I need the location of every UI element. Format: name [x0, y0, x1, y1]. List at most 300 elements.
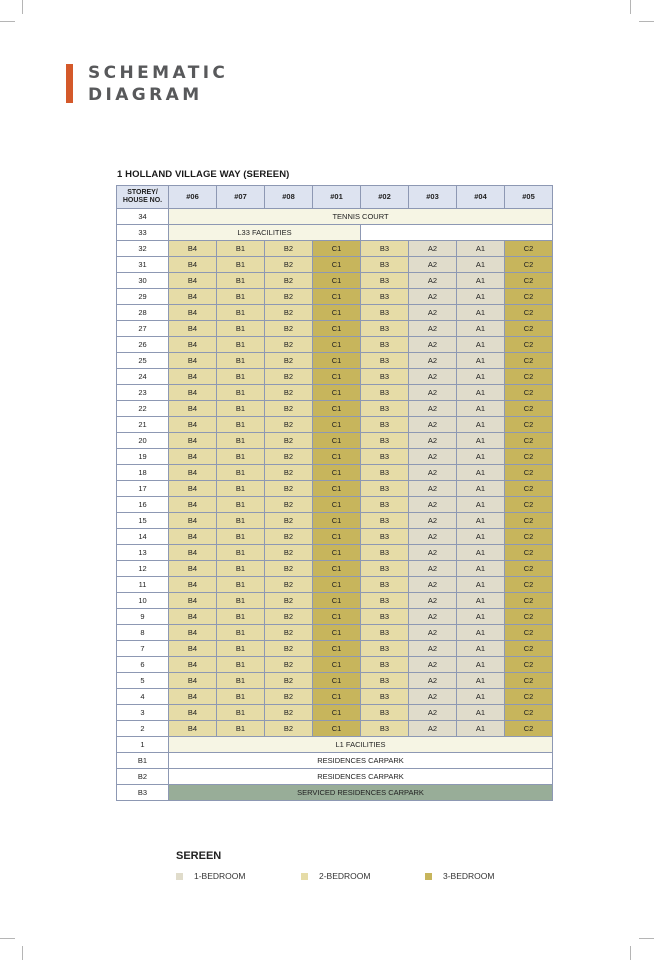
unit-type-cell: B1 — [217, 257, 265, 273]
unit-type-cell: A1 — [457, 449, 505, 465]
unit-type-cell: B2 — [265, 673, 313, 689]
unit-type-cell: B3 — [361, 689, 409, 705]
unit-type-cell: A1 — [457, 609, 505, 625]
table-row — [117, 273, 553, 289]
unit-type-cell: B2 — [265, 465, 313, 481]
storey-label: B3 — [117, 785, 169, 801]
table-row — [117, 737, 553, 753]
unit-type-cell: B2 — [265, 257, 313, 273]
unit-type-cell: B1 — [217, 353, 265, 369]
unit-type-cell: B2 — [265, 241, 313, 257]
unit-type-cell: A1 — [457, 257, 505, 273]
storey-label: 30 — [117, 273, 169, 289]
unit-type-cell: C2 — [505, 241, 553, 257]
unit-type-cell: B1 — [217, 305, 265, 321]
unit-type-cell: B3 — [361, 465, 409, 481]
unit-type-cell: B2 — [265, 497, 313, 513]
storey-label: 32 — [117, 241, 169, 257]
unit-type-cell: C2 — [505, 449, 553, 465]
unit-type-cell: C2 — [505, 673, 553, 689]
storey-label: 3 — [117, 705, 169, 721]
unit-type-cell: B3 — [361, 321, 409, 337]
unit-type-cell: A2 — [409, 257, 457, 273]
unit-type-cell: A2 — [409, 273, 457, 289]
legend-swatch — [301, 873, 308, 880]
table-row — [117, 321, 553, 337]
unit-type-cell: A2 — [409, 241, 457, 257]
unit-type-cell: C1 — [313, 529, 361, 545]
unit-type-cell: B3 — [361, 369, 409, 385]
unit-type-cell: B4 — [169, 705, 217, 721]
crop-mark — [639, 938, 654, 939]
unit-type-cell: C2 — [505, 641, 553, 657]
unit-type-cell: A1 — [457, 401, 505, 417]
table-row — [117, 721, 553, 737]
table-header-row — [117, 186, 553, 209]
unit-type-cell: B1 — [217, 641, 265, 657]
storey-label: 25 — [117, 353, 169, 369]
unit-type-cell: A1 — [457, 577, 505, 593]
unit-type-cell: A2 — [409, 529, 457, 545]
unit-type-cell: A1 — [457, 529, 505, 545]
unit-type-cell: C2 — [505, 657, 553, 673]
unit-type-cell: C2 — [505, 417, 553, 433]
unit-type-cell: B3 — [361, 561, 409, 577]
unit-type-cell: B2 — [265, 385, 313, 401]
unit-type-cell: A1 — [457, 433, 505, 449]
unit-type-cell: B3 — [361, 705, 409, 721]
table-row — [117, 641, 553, 657]
table-row — [117, 609, 553, 625]
unit-type-cell: C2 — [505, 545, 553, 561]
header-house-number: #04 — [457, 186, 505, 209]
unit-type-cell: B3 — [361, 449, 409, 465]
unit-type-cell: B2 — [265, 401, 313, 417]
unit-type-cell: C1 — [313, 609, 361, 625]
unit-type-cell: A2 — [409, 561, 457, 577]
unit-type-cell: C2 — [505, 481, 553, 497]
unit-type-cell: B3 — [361, 657, 409, 673]
unit-type-cell: B4 — [169, 625, 217, 641]
unit-type-cell: B3 — [361, 545, 409, 561]
unit-type-cell: B1 — [217, 689, 265, 705]
unit-type-cell: B2 — [265, 641, 313, 657]
unit-type-cell: B2 — [265, 561, 313, 577]
unit-type-cell: C2 — [505, 385, 553, 401]
unit-type-cell: B4 — [169, 401, 217, 417]
legend-item-2-bedroom — [301, 871, 370, 881]
table-row — [117, 225, 553, 241]
unit-type-cell: B3 — [361, 641, 409, 657]
unit-type-cell: A1 — [457, 417, 505, 433]
table-row — [117, 465, 553, 481]
unit-type-cell: C2 — [505, 289, 553, 305]
unit-type-cell: A1 — [457, 497, 505, 513]
legend-label: 2-BEDROOM — [319, 871, 371, 881]
unit-type-cell: B3 — [361, 337, 409, 353]
header-house-number: #06 — [169, 186, 217, 209]
header-house-number: #03 — [409, 186, 457, 209]
unit-type-cell: A2 — [409, 593, 457, 609]
unit-type-cell: B2 — [265, 657, 313, 673]
unit-type-cell: A1 — [457, 305, 505, 321]
unit-type-cell: B2 — [265, 593, 313, 609]
unit-type-cell: B4 — [169, 465, 217, 481]
unit-type-cell: B1 — [217, 449, 265, 465]
unit-type-cell: B4 — [169, 657, 217, 673]
storey-label: 8 — [117, 625, 169, 641]
unit-type-cell: B1 — [217, 385, 265, 401]
unit-type-cell: B4 — [169, 241, 217, 257]
unit-type-cell: A2 — [409, 337, 457, 353]
unit-type-cell: B3 — [361, 241, 409, 257]
level-label-cell: RESIDENCES CARPARK — [169, 753, 553, 769]
table-row — [117, 769, 553, 785]
unit-type-cell: C1 — [313, 577, 361, 593]
unit-type-cell: A2 — [409, 305, 457, 321]
unit-type-cell: B3 — [361, 385, 409, 401]
storey-label: 24 — [117, 369, 169, 385]
header-house-number: #01 — [313, 186, 361, 209]
unit-type-cell: C1 — [313, 449, 361, 465]
storey-label: 9 — [117, 609, 169, 625]
unit-type-cell: A1 — [457, 673, 505, 689]
unit-type-cell: C2 — [505, 513, 553, 529]
unit-type-cell: B4 — [169, 353, 217, 369]
schematic-table-body — [117, 186, 553, 801]
unit-type-cell: A2 — [409, 657, 457, 673]
unit-type-cell: B2 — [265, 721, 313, 737]
unit-type-cell: A1 — [457, 689, 505, 705]
unit-type-cell: B3 — [361, 305, 409, 321]
unit-type-cell: C1 — [313, 641, 361, 657]
crop-mark — [0, 938, 15, 939]
unit-type-cell: B2 — [265, 337, 313, 353]
unit-type-cell: B1 — [217, 609, 265, 625]
table-row — [117, 785, 553, 801]
unit-type-cell: A1 — [457, 481, 505, 497]
unit-type-cell: B2 — [265, 513, 313, 529]
unit-type-cell: A1 — [457, 321, 505, 337]
unit-type-cell: B2 — [265, 481, 313, 497]
unit-type-cell: A1 — [457, 705, 505, 721]
storey-label: 6 — [117, 657, 169, 673]
unit-type-cell: C2 — [505, 721, 553, 737]
unit-type-cell: C2 — [505, 561, 553, 577]
unit-type-cell: C1 — [313, 369, 361, 385]
unit-type-cell: B1 — [217, 577, 265, 593]
table-row — [117, 289, 553, 305]
unit-type-cell: B1 — [217, 465, 265, 481]
unit-type-cell: A1 — [457, 593, 505, 609]
storey-label: 19 — [117, 449, 169, 465]
storey-label: 34 — [117, 209, 169, 225]
unit-type-cell: B4 — [169, 433, 217, 449]
unit-type-cell: B4 — [169, 513, 217, 529]
tennis-court-cell: TENNIS COURT — [169, 209, 553, 225]
unit-type-cell: A1 — [457, 545, 505, 561]
unit-type-cell: C1 — [313, 385, 361, 401]
crop-mark — [22, 946, 23, 960]
crop-mark — [639, 21, 654, 22]
unit-type-cell: A1 — [457, 657, 505, 673]
unit-type-cell: C1 — [313, 353, 361, 369]
table-row — [117, 433, 553, 449]
storey-label: 16 — [117, 497, 169, 513]
unit-type-cell: A2 — [409, 721, 457, 737]
unit-type-cell: C1 — [313, 401, 361, 417]
unit-type-cell: B2 — [265, 705, 313, 721]
table-row — [117, 705, 553, 721]
unit-type-cell: B1 — [217, 337, 265, 353]
storey-label: B1 — [117, 753, 169, 769]
table-row — [117, 385, 553, 401]
unit-type-cell: B4 — [169, 321, 217, 337]
table-row — [117, 369, 553, 385]
header-house-number: #05 — [505, 186, 553, 209]
table-row — [117, 577, 553, 593]
unit-type-cell: B2 — [265, 417, 313, 433]
unit-type-cell: A1 — [457, 513, 505, 529]
unit-type-cell: B1 — [217, 545, 265, 561]
unit-type-cell: A1 — [457, 625, 505, 641]
table-row — [117, 417, 553, 433]
table-row — [117, 593, 553, 609]
table-row — [117, 673, 553, 689]
unit-type-cell: C2 — [505, 689, 553, 705]
page-title — [88, 62, 228, 106]
unit-type-cell: A2 — [409, 513, 457, 529]
unit-type-cell: C2 — [505, 369, 553, 385]
unit-type-cell: C1 — [313, 321, 361, 337]
unit-type-cell: C1 — [313, 689, 361, 705]
unit-type-cell: C1 — [313, 497, 361, 513]
page-title-line-1: SCHEMATIC — [88, 63, 229, 83]
level-label-cell: L1 FACILITIES — [169, 737, 553, 753]
unit-type-cell: B1 — [217, 657, 265, 673]
unit-type-cell: C2 — [505, 625, 553, 641]
unit-type-cell: C1 — [313, 433, 361, 449]
unit-type-cell: B1 — [217, 497, 265, 513]
unit-type-cell: B3 — [361, 625, 409, 641]
unit-type-cell: A1 — [457, 353, 505, 369]
unit-type-cell: B1 — [217, 513, 265, 529]
unit-type-cell: B3 — [361, 721, 409, 737]
unit-type-cell: B2 — [265, 369, 313, 385]
legend-label: 1-BEDROOM — [194, 871, 246, 881]
empty-cell — [361, 225, 553, 241]
table-row — [117, 513, 553, 529]
table-row — [117, 753, 553, 769]
unit-type-cell: B4 — [169, 305, 217, 321]
unit-type-cell: A2 — [409, 673, 457, 689]
unit-type-cell: A1 — [457, 721, 505, 737]
unit-type-cell: C2 — [505, 353, 553, 369]
unit-type-cell: A2 — [409, 369, 457, 385]
unit-type-cell: C1 — [313, 513, 361, 529]
unit-type-cell: B4 — [169, 689, 217, 705]
unit-type-cell: A2 — [409, 497, 457, 513]
unit-type-cell: B3 — [361, 673, 409, 689]
unit-type-cell: C2 — [505, 305, 553, 321]
crop-mark — [630, 0, 631, 14]
unit-type-cell: A2 — [409, 401, 457, 417]
diagram-subtitle: 1 HOLLAND VILLAGE WAY (SEREEN) — [117, 169, 290, 180]
unit-type-cell: B3 — [361, 609, 409, 625]
unit-type-cell: C1 — [313, 673, 361, 689]
unit-type-cell: B4 — [169, 561, 217, 577]
storey-label: 4 — [117, 689, 169, 705]
unit-type-cell: B3 — [361, 417, 409, 433]
storey-label: 18 — [117, 465, 169, 481]
storey-label: 7 — [117, 641, 169, 657]
unit-type-cell: C1 — [313, 257, 361, 273]
unit-type-cell: B2 — [265, 545, 313, 561]
unit-type-cell: B4 — [169, 257, 217, 273]
unit-type-cell: A1 — [457, 241, 505, 257]
header-storey-label: STOREY/ HOUSE NO. — [117, 186, 169, 209]
unit-type-cell: C1 — [313, 305, 361, 321]
unit-type-cell: C1 — [313, 593, 361, 609]
storey-label: 27 — [117, 321, 169, 337]
unit-type-cell: B2 — [265, 449, 313, 465]
unit-type-cell: B2 — [265, 305, 313, 321]
unit-type-cell: B4 — [169, 577, 217, 593]
unit-type-cell: B1 — [217, 481, 265, 497]
unit-type-cell: B1 — [217, 321, 265, 337]
unit-type-cell: B1 — [217, 241, 265, 257]
title-accent-bar — [66, 64, 73, 103]
unit-type-cell: C2 — [505, 465, 553, 481]
storey-label: 26 — [117, 337, 169, 353]
unit-type-cell: B4 — [169, 417, 217, 433]
header-house-number: #02 — [361, 186, 409, 209]
table-row — [117, 337, 553, 353]
storey-label: 17 — [117, 481, 169, 497]
unit-type-cell: B1 — [217, 273, 265, 289]
table-row — [117, 257, 553, 273]
unit-type-cell: C2 — [505, 705, 553, 721]
unit-type-cell: A2 — [409, 417, 457, 433]
unit-type-cell: A2 — [409, 481, 457, 497]
unit-type-cell: B4 — [169, 545, 217, 561]
unit-type-cell: C2 — [505, 337, 553, 353]
unit-type-cell: A2 — [409, 625, 457, 641]
unit-type-cell: A2 — [409, 289, 457, 305]
unit-type-cell: B2 — [265, 289, 313, 305]
unit-type-cell: B3 — [361, 497, 409, 513]
unit-type-cell: A1 — [457, 289, 505, 305]
unit-type-cell: B4 — [169, 641, 217, 657]
unit-type-cell: B1 — [217, 289, 265, 305]
crop-mark — [0, 21, 15, 22]
table-row — [117, 529, 553, 545]
unit-type-cell: A2 — [409, 449, 457, 465]
unit-type-cell: B1 — [217, 673, 265, 689]
storey-label: 15 — [117, 513, 169, 529]
unit-type-cell: C1 — [313, 625, 361, 641]
table-row — [117, 481, 553, 497]
unit-type-cell: B2 — [265, 609, 313, 625]
unit-type-cell: B4 — [169, 529, 217, 545]
table-row — [117, 625, 553, 641]
table-row — [117, 209, 553, 225]
unit-type-cell: B2 — [265, 529, 313, 545]
header-house-number: #07 — [217, 186, 265, 209]
unit-type-cell: B2 — [265, 689, 313, 705]
unit-type-cell: A2 — [409, 577, 457, 593]
unit-type-cell: A1 — [457, 465, 505, 481]
unit-type-cell: B4 — [169, 369, 217, 385]
crop-mark — [22, 0, 23, 14]
unit-type-cell: A1 — [457, 337, 505, 353]
unit-type-cell: B1 — [217, 625, 265, 641]
storey-label: 2 — [117, 721, 169, 737]
storey-label: 1 — [117, 737, 169, 753]
unit-type-cell: B4 — [169, 673, 217, 689]
storey-label: 29 — [117, 289, 169, 305]
unit-type-cell: B3 — [361, 593, 409, 609]
unit-type-cell: B1 — [217, 721, 265, 737]
legend-swatch — [176, 873, 183, 880]
unit-type-cell: A2 — [409, 641, 457, 657]
storey-label: 14 — [117, 529, 169, 545]
unit-type-cell: A1 — [457, 561, 505, 577]
unit-type-cell: C2 — [505, 401, 553, 417]
unit-type-cell: B4 — [169, 593, 217, 609]
unit-type-cell: C2 — [505, 257, 553, 273]
storey-label: 11 — [117, 577, 169, 593]
unit-type-cell: B1 — [217, 433, 265, 449]
level-label-cell: RESIDENCES CARPARK — [169, 769, 553, 785]
table-row — [117, 497, 553, 513]
unit-type-cell: B1 — [217, 529, 265, 545]
legend-swatch — [425, 873, 432, 880]
storey-label: 20 — [117, 433, 169, 449]
table-row — [117, 545, 553, 561]
storey-label: 23 — [117, 385, 169, 401]
unit-type-cell: A2 — [409, 705, 457, 721]
unit-type-cell: A2 — [409, 545, 457, 561]
storey-label: B2 — [117, 769, 169, 785]
unit-type-cell: B4 — [169, 481, 217, 497]
unit-type-cell: C2 — [505, 321, 553, 337]
unit-type-cell: B2 — [265, 353, 313, 369]
unit-type-cell: A2 — [409, 353, 457, 369]
unit-type-cell: B4 — [169, 337, 217, 353]
l33-facilities-cell: L33 FACILITIES — [169, 225, 361, 241]
unit-type-cell: C1 — [313, 465, 361, 481]
table-row — [117, 689, 553, 705]
unit-type-cell: B2 — [265, 625, 313, 641]
legend-title: SEREEN — [176, 850, 222, 862]
header-house-number: #08 — [265, 186, 313, 209]
table-row — [117, 449, 553, 465]
unit-type-cell: B3 — [361, 513, 409, 529]
unit-type-cell: A1 — [457, 385, 505, 401]
unit-type-cell: C2 — [505, 433, 553, 449]
unit-type-cell: B3 — [361, 433, 409, 449]
unit-type-cell: A2 — [409, 385, 457, 401]
unit-type-cell: C2 — [505, 577, 553, 593]
unit-type-cell: C1 — [313, 657, 361, 673]
storey-label: 31 — [117, 257, 169, 273]
storey-label: 10 — [117, 593, 169, 609]
unit-type-cell: A2 — [409, 609, 457, 625]
unit-type-cell: A2 — [409, 465, 457, 481]
schematic-table — [116, 185, 553, 801]
unit-type-cell: B4 — [169, 385, 217, 401]
